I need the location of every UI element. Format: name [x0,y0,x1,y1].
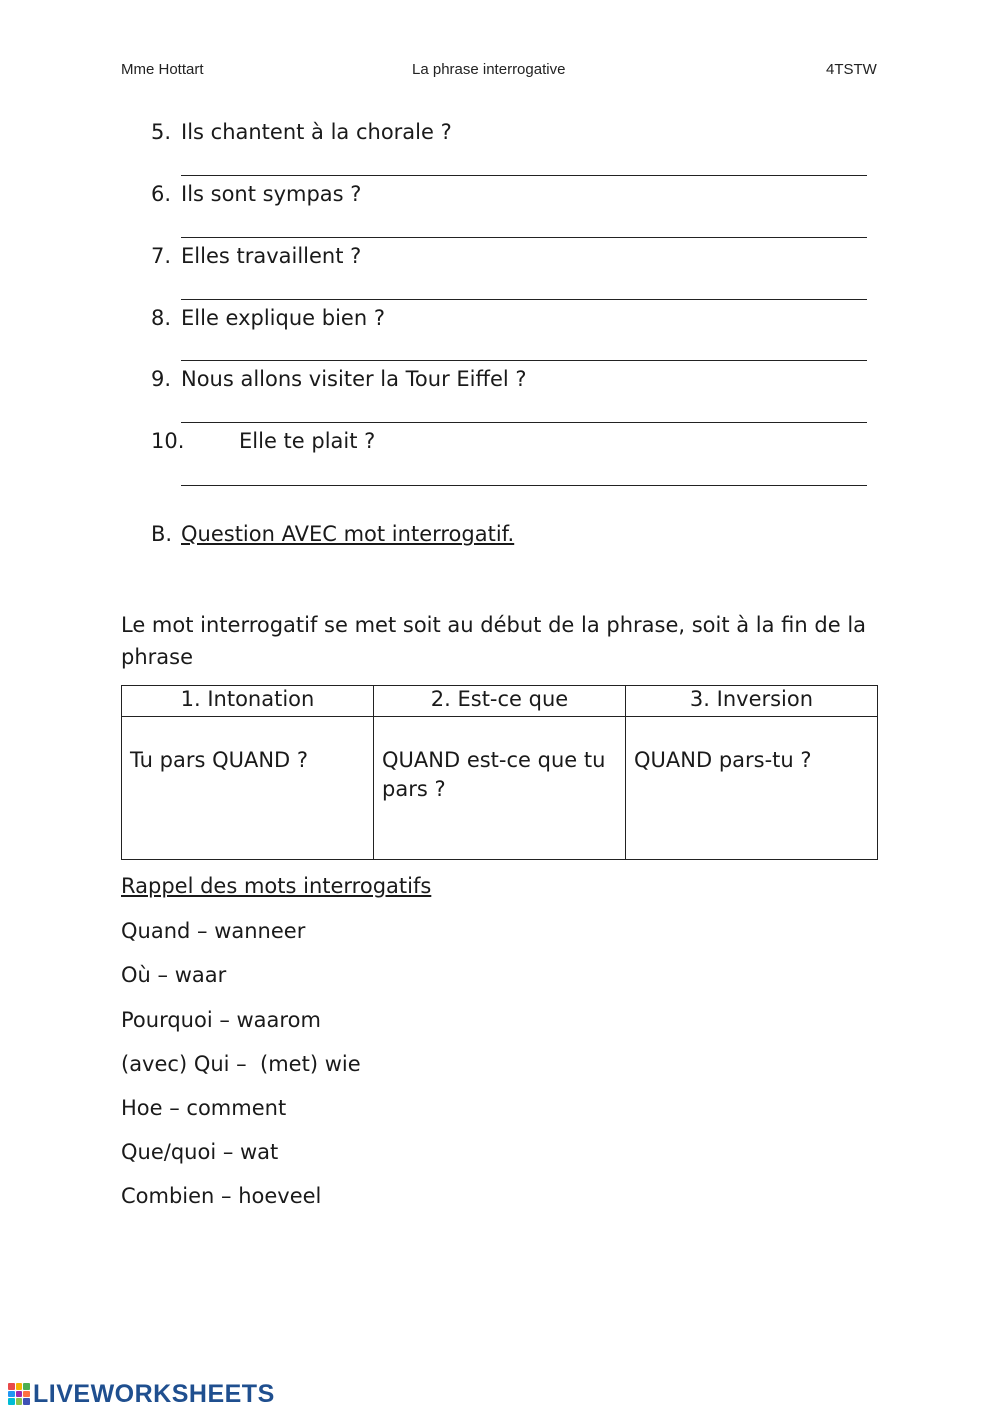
question-6 [151,182,361,206]
vocab-item: Quand – wanneer [121,919,306,943]
header-title: La phrase interrogative [412,61,566,78]
vocab-item: Où – waar [121,963,227,987]
question-text: Nous allons visiter la Tour Eiffel ? [181,367,527,391]
vocab-item: Hoe – comment [121,1096,287,1120]
table-cell-est-ce-que: QUAND est-ce que tu pars ? [374,717,626,860]
answer-line-6[interactable] [181,237,867,238]
table-row [122,717,878,860]
table-cell-intonation: Tu pars QUAND ? [122,717,374,860]
liveworksheets-logo-icon [8,1383,30,1405]
header-teacher: Mme Hottart [121,61,204,78]
section-title: Question AVEC mot interrogatif. [181,522,515,546]
table-header-inversion: 3. Inversion [626,686,878,717]
question-7 [151,244,361,268]
question-number: 6. [151,182,172,206]
question-number: 9. [151,367,172,391]
vocab-item: (avec) Qui – (met) wie [121,1052,361,1076]
question-forms-table [121,685,878,860]
answer-line-8[interactable] [181,360,867,361]
table-cell-inversion: QUAND pars-tu ? [626,717,878,860]
section-b-heading [151,522,514,546]
answer-line-5[interactable] [181,175,867,176]
question-number: 5. [151,120,172,144]
question-text: Ils chantent à la chorale ? [181,120,452,144]
question-text: Elles travaillent ? [181,244,362,268]
question-text: Elle te plait ? [239,429,376,453]
question-9 [151,367,527,391]
question-number: 10. [151,429,185,453]
table-header-row [122,686,878,717]
question-number: 8. [151,306,172,330]
header-class-code: 4TSTW [826,61,877,78]
question-text: Elle explique bien ? [181,306,385,330]
intro-paragraph: Le mot interrogatif se met soit au début de la phrase, soit à la fin de la phrase [121,613,867,669]
vocab-item: Que/quoi – wat [121,1140,279,1164]
answer-line-10[interactable] [181,485,867,486]
section-letter: B. [151,522,173,546]
question-text: Ils sont sympas ? [181,182,362,206]
vocab-item: Combien – hoeveel [121,1184,322,1208]
liveworksheets-brand[interactable] [8,1380,275,1408]
answer-line-7[interactable] [181,299,867,300]
answer-line-9[interactable] [181,422,867,423]
rappel-title: Rappel des mots interrogatifs [121,874,432,898]
table-header-est-ce-que: 2. Est-ce que [374,686,626,717]
question-8 [151,306,385,330]
liveworksheets-wordmark: LIVEWORKSHEETS [33,1379,275,1408]
question-5 [151,120,452,144]
question-number: 7. [151,244,172,268]
table-header-intonation: 1. Intonation [122,686,374,717]
vocab-item: Pourquoi – waarom [121,1008,321,1032]
question-10 [151,429,375,453]
